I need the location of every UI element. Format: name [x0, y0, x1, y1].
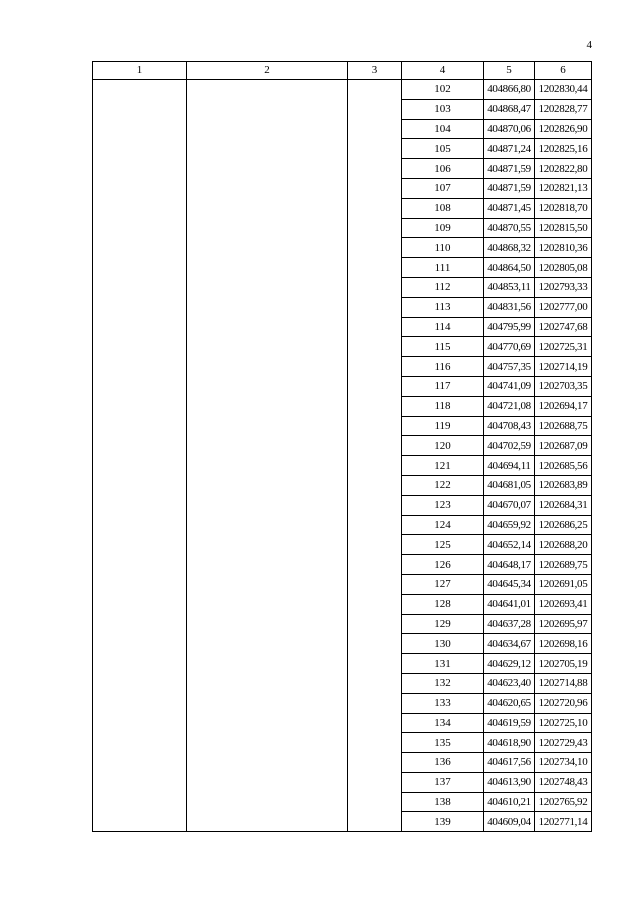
coord-y-cell: 1202825,16	[535, 139, 592, 159]
point-number-cell: 109	[402, 218, 484, 238]
coord-x-cell: 404659,92	[484, 515, 535, 535]
coord-y-cell: 1202818,70	[535, 198, 592, 218]
coord-x-cell: 404652,14	[484, 535, 535, 555]
point-number-cell: 135	[402, 733, 484, 753]
coord-y-cell: 1202771,14	[535, 812, 592, 832]
point-number-cell: 111	[402, 258, 484, 278]
coord-y-cell: 1202693,41	[535, 594, 592, 614]
point-number-cell: 123	[402, 495, 484, 515]
coord-x-cell: 404871,45	[484, 198, 535, 218]
point-number-cell: 121	[402, 456, 484, 476]
point-number-cell: 134	[402, 713, 484, 733]
table-header-row	[93, 62, 592, 80]
point-number-cell: 133	[402, 693, 484, 713]
coord-y-cell: 1202826,90	[535, 119, 592, 139]
coord-y-cell: 1202805,08	[535, 258, 592, 278]
point-number-cell: 137	[402, 772, 484, 792]
coord-y-cell: 1202821,13	[535, 178, 592, 198]
coord-x-cell: 404871,59	[484, 178, 535, 198]
coord-y-cell: 1202685,56	[535, 456, 592, 476]
coord-x-cell: 404870,06	[484, 119, 535, 139]
coord-x-cell: 404610,21	[484, 792, 535, 812]
coord-x-cell: 404623,40	[484, 673, 535, 693]
coord-y-cell: 1202725,31	[535, 337, 592, 357]
point-number-cell: 117	[402, 376, 484, 396]
table-body	[93, 80, 592, 832]
empty-col-3	[348, 80, 402, 832]
coord-y-cell: 1202695,97	[535, 614, 592, 634]
header-col-1: 1	[93, 62, 187, 80]
coord-y-cell: 1202830,44	[535, 80, 592, 100]
coord-x-cell: 404831,56	[484, 297, 535, 317]
header-col-4: 4	[402, 62, 484, 80]
coord-y-cell: 1202822,80	[535, 159, 592, 179]
point-number-cell: 138	[402, 792, 484, 812]
coord-y-cell: 1202777,00	[535, 297, 592, 317]
point-number-cell: 107	[402, 178, 484, 198]
coord-x-cell: 404645,34	[484, 574, 535, 594]
point-number-cell: 110	[402, 238, 484, 258]
coord-x-cell: 404634,67	[484, 634, 535, 654]
point-number-cell: 113	[402, 297, 484, 317]
coord-x-cell: 404870,55	[484, 218, 535, 238]
coord-x-cell: 404618,90	[484, 733, 535, 753]
coord-y-cell: 1202694,17	[535, 396, 592, 416]
coord-y-cell: 1202691,05	[535, 574, 592, 594]
point-number-cell: 125	[402, 535, 484, 555]
coord-x-cell: 404670,07	[484, 495, 535, 515]
coord-x-cell: 404629,12	[484, 654, 535, 674]
point-number-cell: 105	[402, 139, 484, 159]
point-number-cell: 116	[402, 357, 484, 377]
coord-x-cell: 404613,90	[484, 772, 535, 792]
header-col-5: 5	[484, 62, 535, 80]
point-number-cell: 129	[402, 614, 484, 634]
point-number-cell: 115	[402, 337, 484, 357]
coord-y-cell: 1202748,43	[535, 772, 592, 792]
coord-y-cell: 1202689,75	[535, 555, 592, 575]
coord-x-cell: 404721,08	[484, 396, 535, 416]
coord-y-cell: 1202705,19	[535, 654, 592, 674]
coord-x-cell: 404795,99	[484, 317, 535, 337]
coord-x-cell: 404619,59	[484, 713, 535, 733]
header-col-2: 2	[187, 62, 348, 80]
coord-x-cell: 404641,01	[484, 594, 535, 614]
point-number-cell: 112	[402, 277, 484, 297]
coord-x-cell: 404868,32	[484, 238, 535, 258]
coord-y-cell: 1202725,10	[535, 713, 592, 733]
table-row	[93, 80, 592, 100]
coord-y-cell: 1202793,33	[535, 277, 592, 297]
coord-y-cell: 1202828,77	[535, 99, 592, 119]
coord-x-cell: 404757,35	[484, 357, 535, 377]
coord-y-cell: 1202703,35	[535, 376, 592, 396]
coord-x-cell: 404617,56	[484, 753, 535, 773]
coord-y-cell: 1202686,25	[535, 515, 592, 535]
point-number-cell: 126	[402, 555, 484, 575]
point-number-cell: 136	[402, 753, 484, 773]
coord-x-cell: 404871,59	[484, 159, 535, 179]
point-number-cell: 130	[402, 634, 484, 654]
coord-x-cell: 404871,24	[484, 139, 535, 159]
coord-x-cell: 404741,09	[484, 376, 535, 396]
coord-y-cell: 1202687,09	[535, 436, 592, 456]
coord-x-cell: 404864,50	[484, 258, 535, 278]
point-number-cell: 128	[402, 594, 484, 614]
point-number-cell: 124	[402, 515, 484, 535]
point-number-cell: 139	[402, 812, 484, 832]
coord-x-cell: 404609,04	[484, 812, 535, 832]
point-number-cell: 108	[402, 198, 484, 218]
header-col-6: 6	[535, 62, 592, 80]
header-col-3: 3	[348, 62, 402, 80]
coord-y-cell: 1202684,31	[535, 495, 592, 515]
coord-y-cell: 1202720,96	[535, 693, 592, 713]
empty-col-1	[93, 80, 187, 832]
coord-y-cell: 1202810,36	[535, 238, 592, 258]
coord-y-cell: 1202714,19	[535, 357, 592, 377]
point-number-cell: 102	[402, 80, 484, 100]
point-number-cell: 104	[402, 119, 484, 139]
coord-x-cell: 404866,80	[484, 80, 535, 100]
point-number-cell: 131	[402, 654, 484, 674]
coord-y-cell: 1202765,92	[535, 792, 592, 812]
coord-y-cell: 1202815,50	[535, 218, 592, 238]
point-number-cell: 120	[402, 436, 484, 456]
point-number-cell: 103	[402, 99, 484, 119]
coord-x-cell: 404708,43	[484, 416, 535, 436]
coord-y-cell: 1202698,16	[535, 634, 592, 654]
coord-y-cell: 1202734,10	[535, 753, 592, 773]
coord-x-cell: 404868,47	[484, 99, 535, 119]
coord-y-cell: 1202747,68	[535, 317, 592, 337]
coord-y-cell: 1202714,88	[535, 673, 592, 693]
coord-x-cell: 404637,28	[484, 614, 535, 634]
point-number-cell: 118	[402, 396, 484, 416]
empty-col-2	[187, 80, 348, 832]
coord-x-cell: 404853,11	[484, 277, 535, 297]
point-number-cell: 122	[402, 475, 484, 495]
page-number: 4	[586, 39, 592, 51]
coord-y-cell: 1202688,75	[535, 416, 592, 436]
coordinates-table	[92, 61, 592, 832]
coord-x-cell: 404648,17	[484, 555, 535, 575]
coord-x-cell: 404770,69	[484, 337, 535, 357]
coord-x-cell: 404681,05	[484, 475, 535, 495]
coord-y-cell: 1202683,89	[535, 475, 592, 495]
coord-y-cell: 1202688,20	[535, 535, 592, 555]
point-number-cell: 106	[402, 159, 484, 179]
point-number-cell: 132	[402, 673, 484, 693]
coord-x-cell: 404620,65	[484, 693, 535, 713]
coord-x-cell: 404702,59	[484, 436, 535, 456]
coord-y-cell: 1202729,43	[535, 733, 592, 753]
point-number-cell: 119	[402, 416, 484, 436]
point-number-cell: 127	[402, 574, 484, 594]
point-number-cell: 114	[402, 317, 484, 337]
coord-x-cell: 404694,11	[484, 456, 535, 476]
